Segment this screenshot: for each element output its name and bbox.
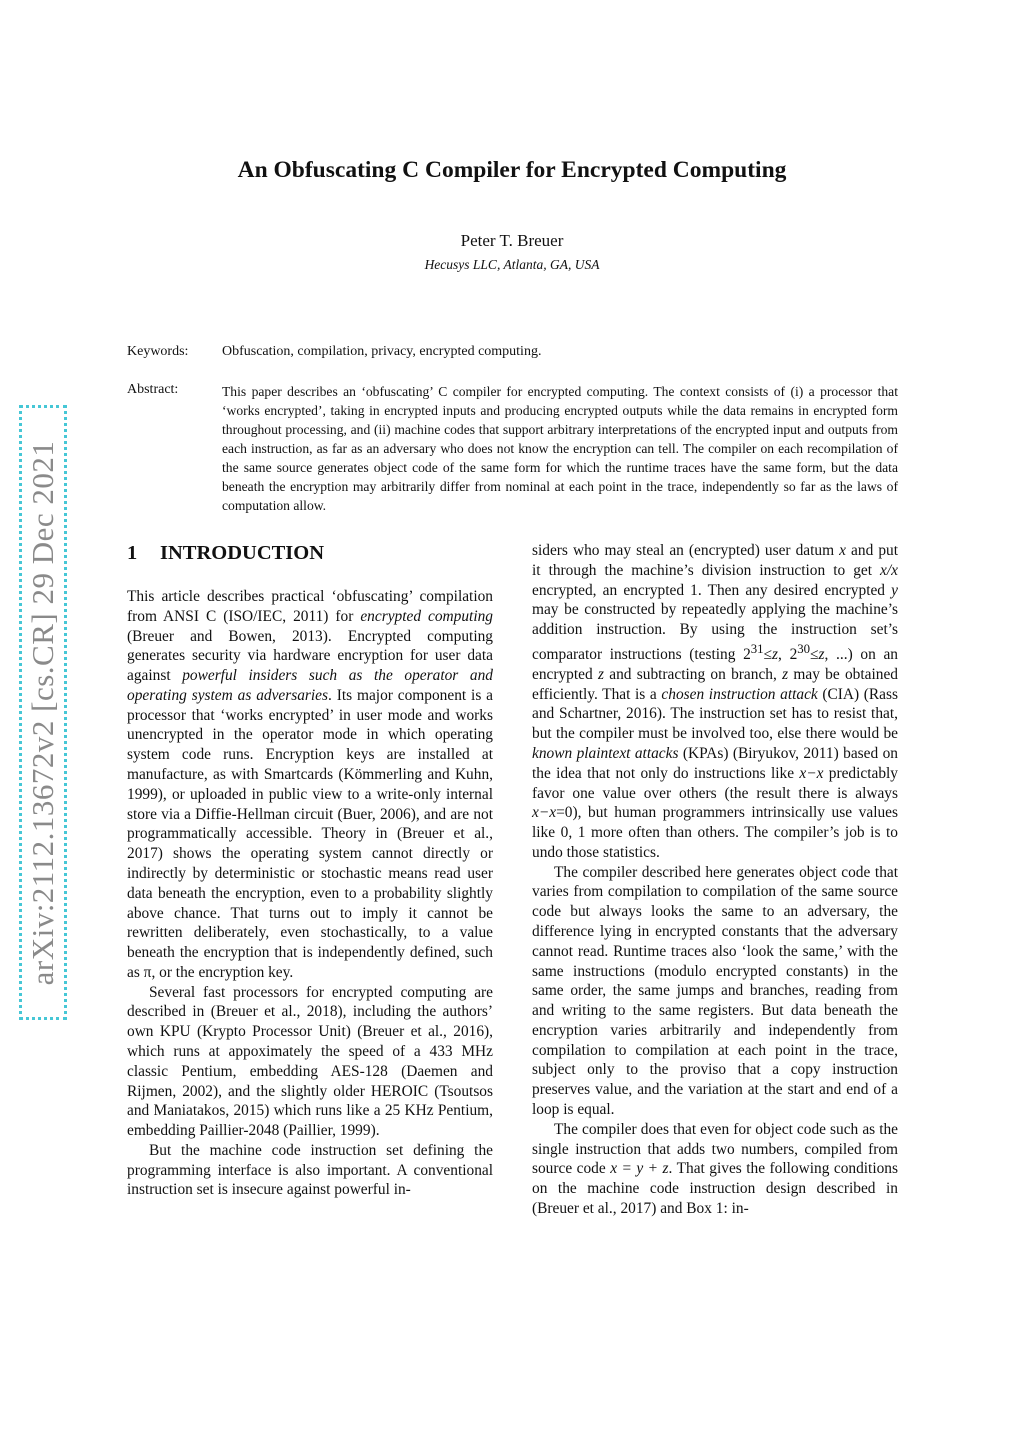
abstract-label: Abstract: bbox=[127, 382, 179, 397]
right-column bbox=[532, 541, 898, 1219]
paper-title: An Obfuscating C Compiler for Encrypted Computing bbox=[237, 157, 787, 183]
intro-paragraph-1: This article describes practical ‘obfuscating’ compilation from ANSI C (ISO/IEC, 2011) for encrypted computing (Breuer and Bowen, 2013). Encrypted computing generates security via hardware encryption for user data against powerful insiders such as the operator and operating system as adversaries. Its major component is a processor that ‘works encrypted’ in user mode and works unencrypted in the operator mode in which operating system code runs. Encryption keys are installed at manufacture, as with Smartcards (Kömmerling and Kuhn, 1999), or uploaded in public view to a write-only internal store via a Diffie-Hellman circuit (Buer, 2006), and are not programmatically accessible. Theory in (Breuer et al., 2017) shows the operating system cannot directly or indirectly by deterministic or stochastic means read user data beneath the encryption, even to a probability slightly above chance. That turns out to imply it cannot be rewritten deliberately, even stochastically, to a value beneath the encryption that is independently defined, such as π, or the encryption key. bbox=[127, 588, 494, 981]
section-title: INTRODUCTION bbox=[160, 542, 325, 564]
author-name: Peter T. Breuer bbox=[460, 231, 564, 250]
author-affiliation: Hecusys LLC, Atlanta, GA, USA bbox=[424, 257, 600, 272]
keywords-text: Obfuscation, compilation, privacy, encrypted computing. bbox=[222, 344, 542, 359]
intro-paragraph-2: Several fast processors for encrypted computing are described in (Breuer et al., 2018), including the authors’ own KPU (Krypto Processor Unit) (Breuer et al., 2016), which runs at appoximately the speed of a 433 MHz classic Pentium, embedding AES-128 (Daemen and Rijmen, 2002), and the slightly older HEROIC (Tsoutsos and Maniatakos, 2015) which runs like a 25 KHz Pentium, embedding Paillier-2048 (Paillier, 1999). bbox=[127, 983, 493, 1140]
arxiv-id: arXiv:2112.13672v2 [cs.CR] 29 Dec 2021 bbox=[25, 440, 60, 985]
abstract-text: This paper describes an ‘obfuscating’ C compiler for encrypted computing. The context consists of (i) a processor that ‘works encrypted’, taking in encrypted inputs and producing encrypted outputs while the data remains in encrypted form throughout processing, and (ii) machine codes that support arbitrary interpretations of the encrypted input and outputs from each instruction, as far as an adversary who does not know the encryption can tell. The compiler on each recompilation of the same source generates object code of the same form for which the runtime traces have the same form, but the data beneath the encryption may arbitrarily differ from nominal at each point in the trace, independently so far as the laws of computation allow. bbox=[222, 384, 898, 514]
intro-paragraph-5: The compiler described here generates object code that varies from compilation to compilation of the same source code but always looks the same to an adversary, the difference lying in encrypted constants that the adversary cannot read. Runtime traces also ‘look the same,’ with the same instructions (modulo encrypted constants) in the same order, the same jumps and branches, reading from and writing to the same registers. But data beneath the encryption varies arbitrarily and independently from compilation to compilation at each point in the trace, subject only to the proviso that a copy instruction preserves value, and the variation at the start and end of a loop is equal. bbox=[532, 863, 898, 1118]
section-number: 1 bbox=[127, 542, 138, 564]
arxiv-stamp bbox=[19, 405, 67, 1020]
intro-paragraph-3: But the machine code instruction set defining the programming interface is also important. A conventional instruction set is insecure against powerful in- bbox=[127, 1141, 493, 1199]
intro-paragraph-6: The compiler does that even for object code such as the single instruction that adds two numbers, compiled from source code x = y + z. That gives the following conditions on the machine code instruction design described in (Breuer et al., 2017) and Box 1: in- bbox=[532, 1120, 898, 1217]
intro-paragraph-4: siders who may steal an (encrypted) user datum x and put it through the machine’s division instruction to get x/x encrypted, an encrypted 1. Then any desired encrypted y may be constructed by repeatedly applying the machine’s addition instruction. By using the instruction set’s comparator instructions (testing $2^{31}\le z$, $2^{30}\le z$, ...) on an encrypted z and subtracting on branch, z may be obtained efficiently. That is a chosen instruction attack (CIA) (Rass and Schartner, 2016). The instruction set has to resist that, but the compiler must be involved too, else there would be known plaintext attacks (KPAs) (Biryukov, 2011) based on the idea that not only do instructions like x−x predictably favor one value over others (the result there is always x−x=0), but human programmers intrinsically use values like 0, 1 more often than others. The compiler’s job is to undo those statistics. bbox=[532, 542, 898, 861]
left-column bbox=[127, 541, 493, 1200]
section-heading bbox=[127, 541, 493, 565]
keywords-label: Keywords: bbox=[127, 344, 189, 359]
